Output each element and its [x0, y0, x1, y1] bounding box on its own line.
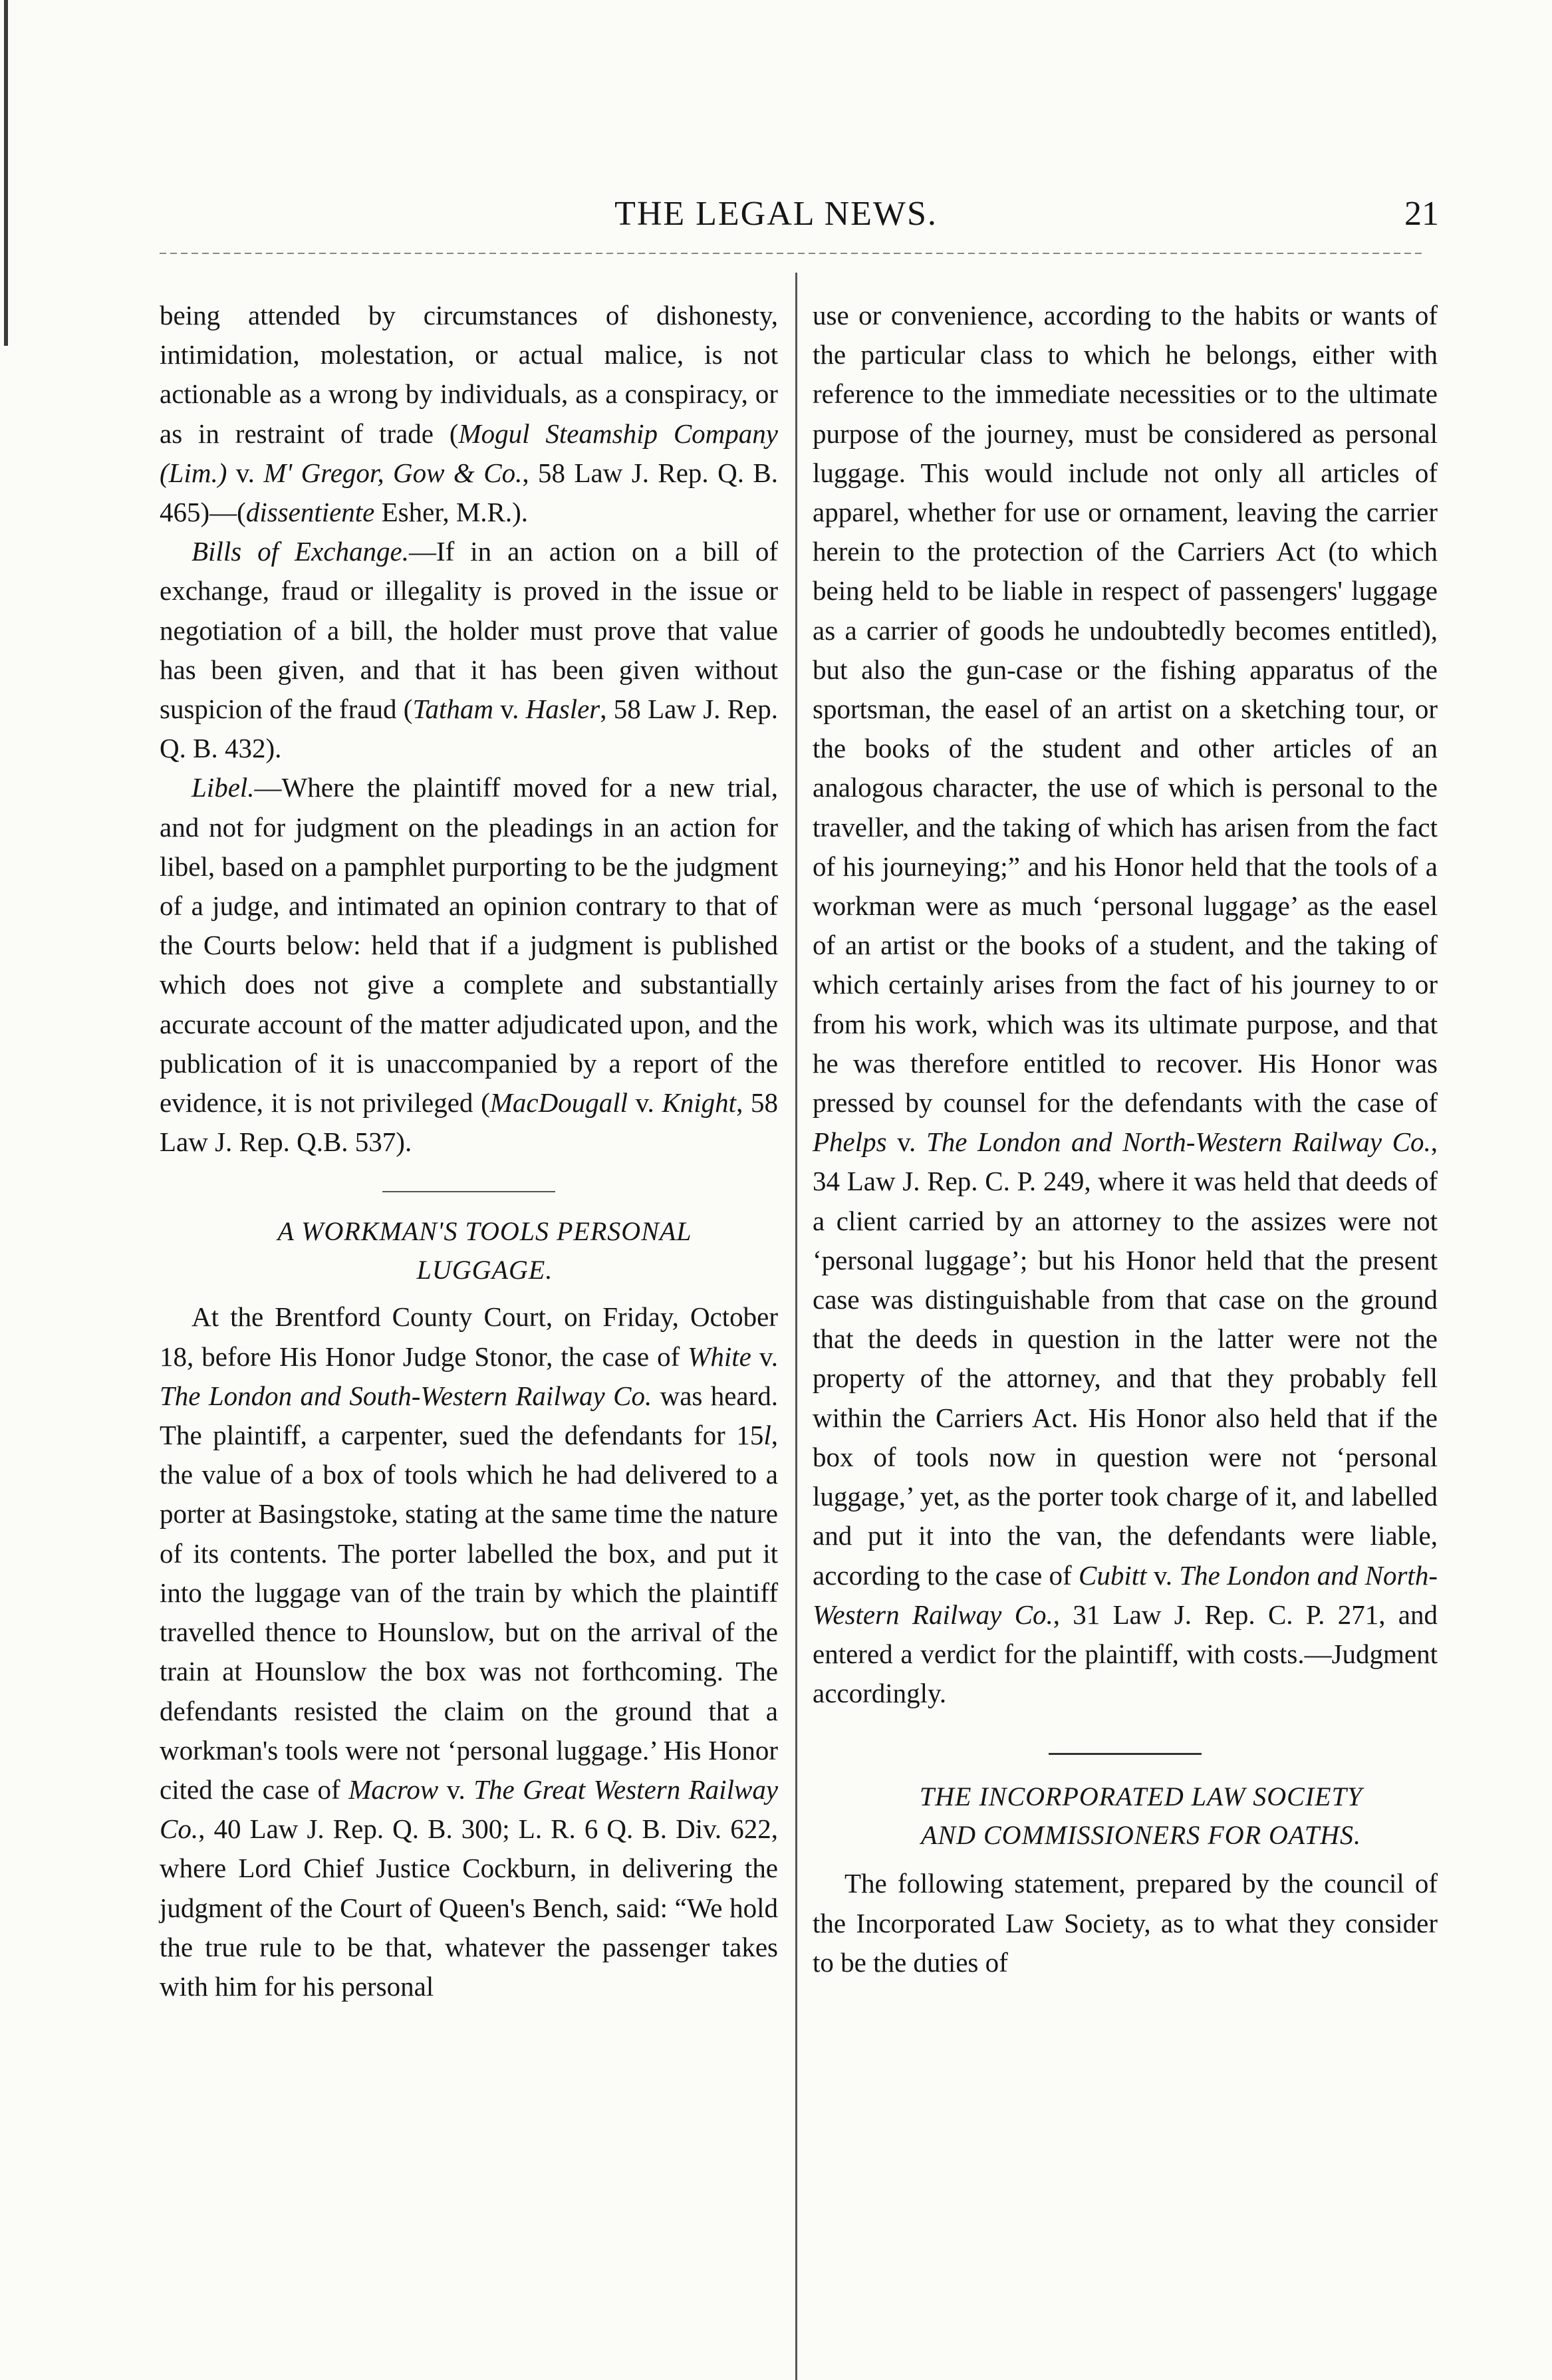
section-rule	[1049, 1753, 1202, 1755]
paragraph-lead: Bills of Exchange.	[192, 536, 409, 567]
case-name: Phelps	[813, 1126, 887, 1158]
case-name: Knight	[662, 1087, 737, 1119]
paragraph-continuation	[813, 296, 1438, 1713]
currency-unit: l	[763, 1420, 771, 1451]
text-run: v.	[438, 1774, 474, 1805]
text-run: v.	[227, 457, 264, 488]
case-name: Cubitt	[1079, 1559, 1147, 1591]
paragraph-lead: Libel.	[192, 772, 255, 803]
left-column	[160, 296, 778, 2006]
right-column	[813, 296, 1438, 1982]
text-run: use or convenience, according to the habits or wants of the particular class to which he belongs, either with reference to the immediate necessities or to the ultimate purpose of the journey, must be considered as personal luggage. This would include not only all articles of apparel, whether for use or ornament, leaving the carrier herein to the protection of the Carriers Act (to which being held to be liable in respect of passengers' luggage as a carrier of goods he undoubtedly becomes entitled), but also the gun-case or the fishing apparatus of the sportsman, the easel of an artist on a sketching tour, or the books of the student and other articles of an analogous character, the use of which is personal to the traveller, and the taking of which has arisen from the fact of his journeying;” and his Honor held that the tools of a workman were as much ‘personal luggage’ as the easel of an artist or the books of a student, and the taking of which certainly arises from the fact of his journey to or from his work, which was its ultimate purpose, and that he was therefore entitled to recover. His Honor was pressed by counsel for the defendants with the case of	[813, 300, 1438, 1119]
text-run: , 58 Law J. Rep. Q. B. 465)—(	[160, 457, 779, 528]
case-name: White	[688, 1341, 751, 1372]
italic-term: dissentiente	[245, 497, 375, 528]
paragraph-workmans-tools	[160, 1297, 778, 2006]
text-run: —If in an action on a bill of exchange, fraud or illegality is proved in the issue or negotiation of a bill, the holder must prove that value has been given, and that it has been given without suspicion of the fraud (	[160, 536, 779, 725]
section-heading-line1: A WORKMAN'S TOOLS PERSONAL	[277, 1216, 692, 1247]
scan-edge-line	[4, 0, 8, 346]
text-run: , 40 Law J. Rep. Q. B. 300; L. R. 6 Q. B. Div. 622, where Lord Chief Justice Cockburn, in delivering the judgment of the Court of Queen's Bench, said: “We hold the true rule to be that, whatever the passenger takes with him for his personal	[160, 1813, 778, 2002]
text-run: v.	[886, 1126, 926, 1158]
text-run: , 31 Law J. Rep. C. P. 271, and entered a verdict for the plaintiff, with costs.—Judgment accordingly.	[813, 1599, 1438, 1709]
case-name: Tatham	[412, 694, 493, 725]
section-heading-line2: LUGGAGE.	[416, 1255, 553, 1285]
text-run: , 34 Law J. Rep. C. P. 249, where it was held that deeds of a client carried by an attorney to the assizes were not ‘personal luggage’; but his Honor held that the present case was distinguishable from that case on the ground that the deeds in question in the latter were not the property of the attorney, and that they probably fell within the Carriers Act. His Honor also held that if the box of tools now in question were not ‘personal luggage,’ yet, as the porter took charge of it, and labelled and put it into the van, the defendants were liable, according to the case of	[813, 1126, 1438, 1591]
case-name: M' Gregor, Gow & Co.	[263, 457, 523, 488]
section-heading-line2: AND COMMISSIONERS FOR OATHS.	[920, 1820, 1361, 1851]
section-rule	[382, 1191, 555, 1192]
text-run: —Where the plaintiff moved for a new trial, and not for judgment on the pleadings in an action for libel, based on a pamphlet purporting to be the judgment of a judge, and intimated an opinion contrary to that of the Courts below: held that if a judgment is published which does not give a complete and substantially accurate account of the matter adjudicated upon, and the publication of it is unaccompanied by a report of the evidence, it is not privileged (	[160, 772, 778, 1119]
section-heading-line1: THE INCORPORATED LAW SOCIETY	[919, 1782, 1363, 1812]
text-run: v.	[627, 1087, 662, 1119]
paragraph-law-society: The following statement, prepared by the council of the Incorporated Law Society, as to what they consider to be the duties of	[813, 1868, 1438, 1978]
text-run: At the Brentford County Court, on Friday, October 18, before His Honor Judge Stonor, the case of	[160, 1301, 778, 1372]
paragraph-continuation	[160, 296, 778, 532]
text-run: v.	[1146, 1559, 1180, 1591]
header-rule	[160, 253, 1423, 254]
text-run: v.	[493, 694, 526, 725]
text-run: Esher, M.R.).	[374, 497, 529, 528]
paragraph-libel	[160, 768, 778, 1162]
case-name: Mogul Steamship Company (Lim.)	[160, 418, 778, 488]
case-name: The London and South-Western Railway Co.	[160, 1380, 652, 1411]
text-run: , 58 Law J. Rep. Q.B. 537).	[160, 1087, 779, 1158]
case-name: Macrow	[348, 1774, 439, 1805]
case-name: Hasler	[525, 694, 600, 725]
text-run: v.	[751, 1341, 778, 1372]
page-header-title: THE LEGAL NEWS.	[614, 195, 938, 233]
column-divider	[795, 273, 797, 2380]
text-run: was heard. The plaintiff, a carpenter, sued the defendants for 15	[160, 1380, 779, 1451]
case-name: The Great Western Railway Co.	[160, 1774, 779, 1845]
paragraph-bills-of-exchange	[160, 532, 778, 768]
page-number: 21	[1404, 195, 1439, 233]
text-run: , the value of a box of tools which he had delivered to a porter at Basingstoke, stating at the same time the nature of its contents. The porter labelled the box, and put it into the luggage van of the train by which the plaintiff travelled thence to Hounslow, but on the arrival of the train at Hounslow the box was not forthcoming. The defendants resisted the claim on the ground that a workman's tools were not ‘personal luggage.’ His Honor cited the case of	[160, 1420, 778, 1805]
text-run: , 58 Law J. Rep. Q. B. 432).	[160, 694, 778, 764]
case-name: The London and North-Western Railway Co.	[813, 1559, 1438, 1630]
text-run: being attended by circumstances of dishonesty, intimidation, molestation, or actual malice, is not actionable as a wrong by individuals, as a conspiracy, or as in restraint of trade (	[160, 300, 778, 449]
case-name: The London and North-Western Railway Co.	[926, 1126, 1431, 1158]
case-name: MacDougall	[489, 1087, 628, 1119]
